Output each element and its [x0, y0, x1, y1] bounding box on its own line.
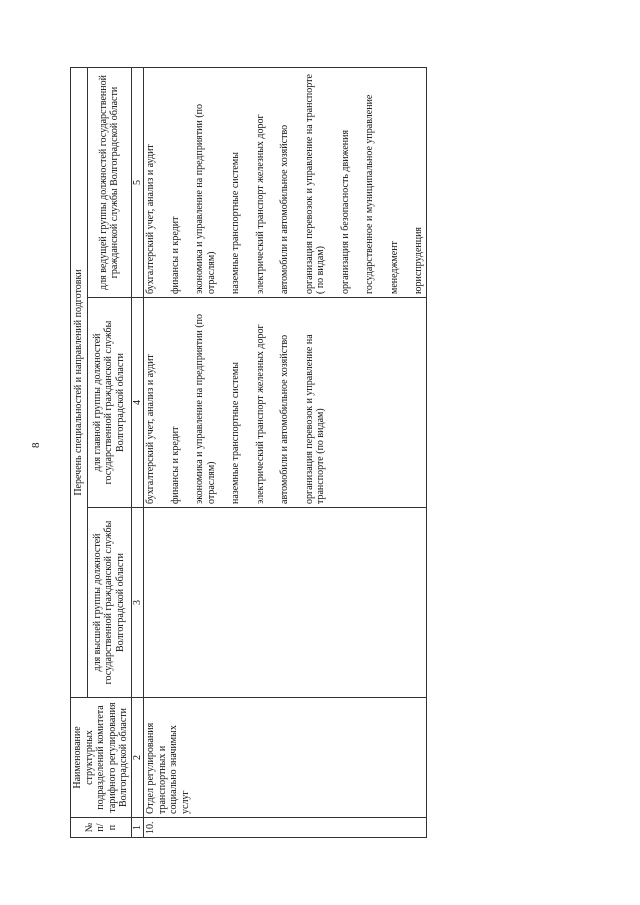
column-number: 1: [131, 818, 144, 838]
highest-group-specialties: [144, 508, 427, 698]
list-item: финансы и кредит: [169, 426, 181, 504]
list-item: организация перевозок и управление на транспорте ( по видам): [303, 74, 326, 294]
list-item: государственное и муниципальное управление: [364, 94, 375, 294]
division-name: Отдел регулирования транспортных и социально значимых услуг: [144, 698, 427, 818]
list-item: менеджмент: [388, 241, 400, 294]
list-item: наземные транспортные системы: [230, 152, 241, 294]
list-item: бухгалтерский учет, анализ и аудит: [145, 354, 156, 504]
header-division-name: Наименование структурных подразделений комитета тарифного регулирования Волгоградской области: [71, 698, 132, 818]
specialties-table: [70, 67, 427, 838]
table-row: [144, 67, 427, 837]
list-item: электрический транспорт железных дорог: [254, 324, 266, 504]
header-highest-group: для высшей группы должностей государственной гражданской службы Волгоградской области: [87, 508, 131, 698]
row-number: 10.: [144, 818, 427, 838]
column-number: 2: [131, 698, 144, 818]
column-number-row: [131, 67, 144, 837]
list-item: организация перевозок и управление на транспорте (по видам): [303, 334, 326, 504]
header-leading-group: для ведущей группы должностей государственной гражданской службы Волгоградской области: [87, 67, 131, 297]
leading-group-specialties: [144, 67, 427, 297]
list-item: организация и безопасность движения: [339, 129, 351, 294]
list-item: автомобили и автомобильное хозяйство: [279, 334, 290, 504]
header-specialties-list: Перечень специальностей и направлений подготовки: [71, 67, 88, 697]
rotated-table-wrapper: [70, 68, 424, 838]
list-item: наземные транспортные системы: [230, 362, 241, 504]
header-main-group: для главной группы должностей государственной гражданской службы Волгоградской области: [87, 298, 131, 508]
list-item: экономика и управление на предприятии (по отраслям): [194, 313, 217, 504]
list-item: автомобили и автомобильное хозяйство: [279, 124, 290, 294]
list-item: бухгалтерский учет, анализ и аудит: [145, 144, 156, 294]
column-number: 4: [131, 298, 144, 508]
list-item: электрический транспорт железных дорог: [254, 114, 266, 294]
column-number: 3: [131, 508, 144, 698]
main-group-specialties: [144, 298, 427, 508]
header-num: № п/п: [71, 818, 132, 838]
list-item: финансы и кредит: [169, 216, 181, 294]
column-number: 5: [131, 67, 144, 297]
list-item: экономика и управление на предприятии (по отраслям): [194, 103, 217, 294]
list-item: юриспруденция: [413, 226, 424, 294]
page-number: 8: [30, 442, 42, 448]
